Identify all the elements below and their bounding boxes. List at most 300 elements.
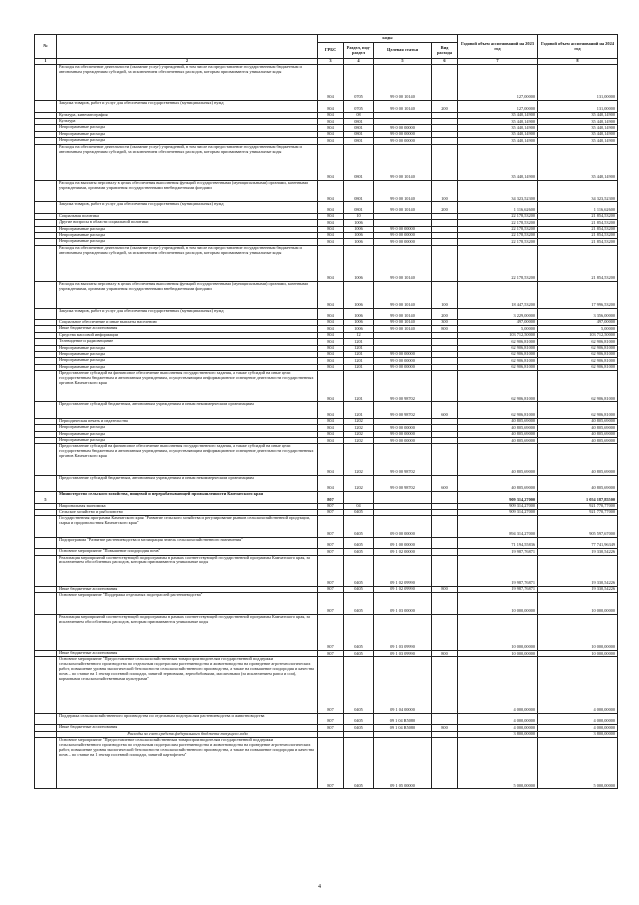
amount-2024-cell: 4 000,00000 xyxy=(538,713,618,724)
target-code-cell: 99 0 00 10140 xyxy=(374,308,432,319)
row-number-cell xyxy=(35,282,57,308)
target-code-cell: 09 1 04 R5080 xyxy=(374,725,432,731)
target-code-cell: 09 1 04 00000 xyxy=(374,657,432,713)
table-row xyxy=(35,492,618,503)
item-name-cell: Непрограммные расходы xyxy=(57,425,318,431)
grbs-code-cell: 804 xyxy=(318,125,344,131)
amount-2023-cell: 35 440,14900 xyxy=(458,125,538,131)
section-code-cell: 0801 xyxy=(344,202,374,213)
section-code-cell: 1201 xyxy=(344,364,374,370)
grbs-code-cell: 804 xyxy=(318,112,344,118)
row-number-cell xyxy=(35,308,57,319)
target-code-cell: 99 0 00 10140 xyxy=(374,326,432,332)
expense-type-cell: 100 xyxy=(432,282,458,308)
header-num: 4 xyxy=(344,59,374,65)
table-row xyxy=(35,614,618,650)
row-number-cell xyxy=(35,64,57,100)
grbs-code-cell: 807 xyxy=(318,713,344,724)
grbs-code-cell: 804 xyxy=(318,438,344,444)
expense-type-cell xyxy=(432,593,458,614)
section-code-cell: 1201 xyxy=(344,345,374,351)
amount-2023-cell: 35 440,14900 xyxy=(458,119,538,125)
grbs-code-cell: 804 xyxy=(318,232,344,238)
grbs-code-cell: 807 xyxy=(318,503,344,509)
target-code-cell: 09 0 00 00000 xyxy=(374,516,432,537)
amount-2023-cell: 62 906,81000 xyxy=(458,364,538,370)
item-name-cell: Расходы на обеспечение деятельности (оказание услуг) учреждений, в том числе на предоставление государственным бюджетным и автономным учреждениям субсидий, за исключением обеспеченных расходов, которым присваиваются уникальные коды xyxy=(57,245,318,281)
amount-2023-cell: 35 440,14900 xyxy=(458,138,538,144)
section-code-cell: 1202 xyxy=(344,444,374,475)
grbs-code-cell: 804 xyxy=(318,131,344,137)
section-code-cell: 1201 xyxy=(344,351,374,357)
amount-2023-cell: 40 805,69000 xyxy=(458,475,538,491)
grbs-code-cell: 804 xyxy=(318,475,344,491)
target-code-cell: 99 0 00 98702 xyxy=(374,402,432,418)
target-code-cell: 99 0 00 10140 xyxy=(374,144,432,180)
table-row xyxy=(35,475,618,491)
item-name-cell: Непрограммные расходы xyxy=(57,239,318,245)
page-number: 4 xyxy=(318,884,321,890)
grbs-code-cell: 804 xyxy=(318,282,344,308)
amount-2023-cell: 3 800,00000 xyxy=(458,731,538,737)
grbs-code-cell: 807 xyxy=(318,657,344,713)
target-code-cell: 99 0 00 00000 xyxy=(374,358,432,364)
item-name-cell: Предоставление субсидий на финансовое обеспечение выполнения государственного задания, а также субсидий на иные цели государственным бюджетным и автономным учреждениям, осуществляющим информационное освещение деятельности государственных органов Камчатского края xyxy=(57,444,318,475)
target-code-cell: 09 1 05 00000 xyxy=(374,738,432,789)
amount-2024-cell: 905 597,67000 xyxy=(538,516,618,537)
header-exptype: Вид расхода xyxy=(432,43,458,59)
table-row xyxy=(35,181,618,202)
grbs-code-cell: 804 xyxy=(318,351,344,357)
section-code-cell: 0405 xyxy=(344,651,374,657)
item-name-cell: Социальная политика xyxy=(57,213,318,219)
header-num: 5 xyxy=(374,59,432,65)
grbs-code-cell: 804 xyxy=(318,138,344,144)
section-code-cell: 0801 xyxy=(344,138,374,144)
item-name-cell: Расходы за счет средств федерального бюджета текущего года xyxy=(57,731,318,737)
expense-type-cell xyxy=(432,371,458,402)
grbs-code-cell: 804 xyxy=(318,308,344,319)
item-name-cell: Основное мероприятие "Предоставление сельскохозяйственным товаропроизводителям государственной поддержки сельскохозяйственного производства по отдельным подотраслям растениеводства и животноводства на проведение агротехнологических работ, повышение уровня экологической безопасности сельскохозяйственного производства, а также на повышение плодородия и качества почв – по ставке на 1 гектар посевной площади, занятой картофелем" xyxy=(57,738,318,789)
expense-type-cell: 800 xyxy=(432,651,458,657)
table-row xyxy=(35,282,618,308)
expense-type-cell: 200 xyxy=(432,101,458,112)
target-code-cell: 99 0 00 10140 xyxy=(374,202,432,213)
header-num: 3 xyxy=(318,59,344,65)
item-name-cell: Иные бюджетные ассигнования xyxy=(57,725,318,731)
amount-2023-cell: 3 229,00000 xyxy=(458,308,538,319)
amount-2023-cell: 19 987,76871 xyxy=(458,549,538,555)
section-code-cell: 0405 xyxy=(344,509,374,515)
grbs-code-cell: 804 xyxy=(318,119,344,125)
amount-2023-cell: 4 000,00000 xyxy=(458,725,538,731)
amount-2024-cell: 103 712,50000 xyxy=(538,332,618,338)
amount-2023-cell: 5,00000 xyxy=(458,326,538,332)
grbs-code-cell: 804 xyxy=(318,431,344,437)
item-name-cell: Непрограммные расходы xyxy=(57,438,318,444)
row-number-cell xyxy=(35,593,57,614)
header-num: 7 xyxy=(458,59,538,65)
target-code-cell: 99 0 00 10140 xyxy=(374,64,432,100)
header-no: № xyxy=(35,35,57,59)
table-row xyxy=(35,144,618,180)
amount-2024-cell: 1 054 187,85500 xyxy=(538,492,618,503)
item-name-cell: Непрограммные расходы xyxy=(57,351,318,357)
grbs-code-cell: 804 xyxy=(318,425,344,431)
section-code-cell: 0705 xyxy=(344,101,374,112)
table-row xyxy=(35,402,618,418)
amount-2023-cell: 10 000,00000 xyxy=(458,651,538,657)
target-code-cell: 99 0 00 10140 xyxy=(374,319,432,325)
amount-2024-cell: 21 854,53200 xyxy=(538,245,618,281)
target-code-cell: 99 0 00 98702 xyxy=(374,475,432,491)
amount-2024-cell: 4 000,00000 xyxy=(538,725,618,731)
grbs-code-cell: 804 xyxy=(318,64,344,100)
header-num: 2 xyxy=(57,59,318,65)
section-code-cell: 1202 xyxy=(344,425,374,431)
amount-2024-cell: 921 770,77000 xyxy=(538,503,618,509)
section-code-cell: 1201 xyxy=(344,402,374,418)
section-code-cell: 0705 xyxy=(344,64,374,100)
target-code-cell xyxy=(374,492,432,503)
header-2024: Годовой объем ассигнований на 2024 год xyxy=(538,35,618,59)
target-code-cell: 99 0 00 00000 xyxy=(374,131,432,137)
section-code-cell: 1006 xyxy=(344,319,374,325)
grbs-code-cell: 807 xyxy=(318,586,344,592)
target-code-cell: 99 0 00 10140 xyxy=(374,282,432,308)
target-code-cell: 99 0 00 00000 xyxy=(374,125,432,131)
amount-2024-cell: 21 854,53200 xyxy=(538,239,618,245)
expense-type-cell: 800 xyxy=(432,326,458,332)
grbs-code-cell: 804 xyxy=(318,144,344,180)
item-name-cell: Непрограммные расходы xyxy=(57,358,318,364)
amount-2023-cell: 10 000,00000 xyxy=(458,593,538,614)
row-number-cell xyxy=(35,537,57,548)
section-code-cell: 0801 xyxy=(344,144,374,180)
row-number-cell xyxy=(35,245,57,281)
amount-2023-cell: 894 314,27000 xyxy=(458,516,538,537)
target-code-cell: 99 0 00 00000 xyxy=(374,364,432,370)
expense-type-cell: 600 xyxy=(432,402,458,418)
table-row xyxy=(35,371,618,402)
row-number-cell xyxy=(35,144,57,180)
header-codes: коды xyxy=(318,35,458,43)
section-code-cell: 1202 xyxy=(344,475,374,491)
expense-type-cell xyxy=(432,444,458,475)
row-number-cell xyxy=(35,555,57,586)
row-number-cell xyxy=(35,614,57,650)
amount-2024-cell: 21 854,53200 xyxy=(538,213,618,219)
amount-2023-cell: 35 440,14900 xyxy=(458,131,538,137)
item-name-cell: Культура xyxy=(57,119,318,125)
amount-2023-cell: 10 000,00000 xyxy=(458,614,538,650)
expense-type-cell xyxy=(432,492,458,503)
target-code-cell: 09 1 03 09990 xyxy=(374,614,432,650)
amount-2024-cell: 62 906,81000 xyxy=(538,345,618,351)
target-code-cell: 99 0 00 10140 xyxy=(374,181,432,202)
amount-2023-cell: 40 805,69000 xyxy=(458,418,538,424)
section-code-cell xyxy=(344,492,374,503)
grbs-code-cell: 807 xyxy=(318,537,344,548)
section-code-cell: 0405 xyxy=(344,537,374,548)
item-name-cell: Расходы на обеспечение деятельности (оказание услуг) учреждений, в том числе на предоставление государственным бюджетным и автономным учреждениям субсидий, за исключением обеспеченных расходов, которым присваиваются уникальные коды xyxy=(57,144,318,180)
amount-2023-cell: 35 440,14900 xyxy=(458,144,538,180)
item-name-cell: Сельское хозяйство и рыболовство xyxy=(57,509,318,515)
amount-2024-cell: 62 906,81000 xyxy=(538,339,618,345)
target-code-cell: 99 0 00 10140 xyxy=(374,245,432,281)
amount-2023-cell: 1 116,62600 xyxy=(458,202,538,213)
section-code-cell: 0405 xyxy=(344,586,374,592)
header-num: 8 xyxy=(538,59,618,65)
table-body xyxy=(35,64,618,789)
item-name-cell: Непрограммные расходы xyxy=(57,125,318,131)
target-code-cell: 99 0 00 00000 xyxy=(374,239,432,245)
row-number-cell xyxy=(35,402,57,418)
amount-2023-cell: 62 906,81000 xyxy=(458,358,538,364)
section-code-cell: 1006 xyxy=(344,239,374,245)
row-number-cell xyxy=(35,475,57,491)
target-code-cell: 99 0 00 00000 xyxy=(374,232,432,238)
amount-2023-cell: 127,00000 xyxy=(458,101,538,112)
amount-2023-cell: 18 447,53200 xyxy=(458,282,538,308)
amount-2023-cell: 19 987,76871 xyxy=(458,586,538,592)
amount-2024-cell: 4 000,00000 xyxy=(538,657,618,713)
section-code-cell: 0801 xyxy=(344,181,374,202)
amount-2024-cell: 40 805,69000 xyxy=(538,444,618,475)
amount-2024-cell: 62 906,81000 xyxy=(538,371,618,402)
grbs-code-cell: 804 xyxy=(318,181,344,202)
table-row xyxy=(35,308,618,319)
row-number-cell: 5 xyxy=(35,492,57,503)
row-number-cell xyxy=(35,516,57,537)
target-code-cell: 99 0 00 10140 xyxy=(374,101,432,112)
amount-2023-cell: 22 178,53200 xyxy=(458,220,538,226)
item-name-cell: Государственная программа Камчатского края "Развитие сельского хозяйства и регулирование рынков сельскохозяйственной продукции, сырья и продовольствия Камчатского края" xyxy=(57,516,318,537)
table-row xyxy=(35,555,618,586)
amount-2024-cell: 35 440,14900 xyxy=(538,138,618,144)
table-row xyxy=(35,713,618,724)
amount-2024-cell: 21 854,53200 xyxy=(538,220,618,226)
grbs-code-cell: 804 xyxy=(318,418,344,424)
amount-2024-cell: 77 741,96349 xyxy=(538,537,618,548)
section-code-cell: 04 xyxy=(344,503,374,509)
row-number-cell xyxy=(35,101,57,112)
section-code-cell: 1006 xyxy=(344,326,374,332)
amount-2023-cell: 35 440,14900 xyxy=(458,112,538,118)
section-code-cell: 1006 xyxy=(344,308,374,319)
grbs-code-cell: 804 xyxy=(318,332,344,338)
amount-2023-cell: 62 906,81000 xyxy=(458,345,538,351)
grbs-code-cell: 804 xyxy=(318,358,344,364)
item-name-cell: Непрограммные расходы xyxy=(57,364,318,370)
amount-2023-cell: 497,00000 xyxy=(458,319,538,325)
item-name-cell: Реализация мероприятий соответствующей подпрограммы в рамках соответствующей государственной программы Камчатского края, за исключением обособленных расходов, которым присваиваются уникальные коды xyxy=(57,555,318,586)
amount-2023-cell: 22 178,53200 xyxy=(458,232,538,238)
item-name-cell: Иные бюджетные ассигнования xyxy=(57,326,318,332)
section-code-cell: 1201 xyxy=(344,371,374,402)
section-code-cell: 0405 xyxy=(344,713,374,724)
grbs-code-cell: 804 xyxy=(318,371,344,402)
section-code-cell: 0405 xyxy=(344,593,374,614)
section-code-cell: 0405 xyxy=(344,614,374,650)
target-code-cell: 99 0 00 98702 xyxy=(374,371,432,402)
table-row xyxy=(35,657,618,713)
amount-2023-cell: 62 906,81000 xyxy=(458,402,538,418)
grbs-code-cell: 804 xyxy=(318,319,344,325)
item-name-cell: Средства массовой информации xyxy=(57,332,318,338)
row-number-cell xyxy=(35,713,57,724)
grbs-code-cell: 807 xyxy=(318,549,344,555)
amount-2024-cell: 131,00000 xyxy=(538,101,618,112)
item-name-cell: Подпрограмма "Развитие растениеводства и мелиорация земель сельскохозяйственного назначения" xyxy=(57,537,318,548)
section-code-cell: 1202 xyxy=(344,438,374,444)
amount-2023-cell: 40 805,69000 xyxy=(458,438,538,444)
table-row xyxy=(35,101,618,112)
item-name-cell: Телевидение и радиовещание xyxy=(57,339,318,345)
item-name-cell: Предоставление субсидий бюджетным, автономным учреждениям и иным некоммерческим организациям xyxy=(57,402,318,418)
amount-2023-cell: 34 323,52300 xyxy=(458,181,538,202)
expense-type-cell: 300 xyxy=(432,319,458,325)
amount-2024-cell: 497,00000 xyxy=(538,319,618,325)
item-name-cell: Предоставление субсидий на финансовое обеспечение выполнения государственного задания, а также субсидий на иные цели государственным бюджетным и автономным учреждениям, осуществляющим информационное освещение деятельности государственных органов Камчатского края xyxy=(57,371,318,402)
expense-type-cell: 800 xyxy=(432,725,458,731)
grbs-code-cell: 807 xyxy=(318,593,344,614)
item-name-cell: Закупка товаров, работ и услуг для обеспечения государственных (муниципальных) нужд xyxy=(57,101,318,112)
amount-2024-cell: 21 854,53200 xyxy=(538,226,618,232)
section-code-cell: 1006 xyxy=(344,282,374,308)
expense-type-cell xyxy=(432,555,458,586)
expense-type-cell xyxy=(432,144,458,180)
header-2023: Годовой объем ассигнований на 2023 год xyxy=(458,35,538,59)
grbs-code-cell: 804 xyxy=(318,239,344,245)
item-name-cell: Периодическая печать и издательства xyxy=(57,418,318,424)
section-code-cell: 0405 xyxy=(344,549,374,555)
section-code-cell: 1006 xyxy=(344,245,374,281)
amount-2023-cell: 40 805,69000 xyxy=(458,425,538,431)
amount-2024-cell: 62 906,81000 xyxy=(538,351,618,357)
header-name xyxy=(57,35,318,59)
expense-type-cell xyxy=(432,516,458,537)
section-code-cell: 1202 xyxy=(344,418,374,424)
amount-2024-cell: 17 996,53200 xyxy=(538,282,618,308)
grbs-code-cell: 807 xyxy=(318,555,344,586)
amount-2024-cell: 40 805,69000 xyxy=(538,438,618,444)
item-name-cell: Другие вопросы в области социальной политики xyxy=(57,220,318,226)
section-code-cell: 1006 xyxy=(344,220,374,226)
item-name-cell: Непрограммные расходы xyxy=(57,226,318,232)
target-code-cell: 99 0 00 00000 xyxy=(374,138,432,144)
amount-2024-cell: 40 805,69000 xyxy=(538,431,618,437)
row-number-cell xyxy=(35,444,57,475)
target-code-cell: 09 1 03 00000 xyxy=(374,593,432,614)
amount-2024-cell: 40 805,69000 xyxy=(538,475,618,491)
amount-2024-cell: 62 906,81000 xyxy=(538,364,618,370)
amount-2024-cell: 3 800,00000 xyxy=(538,731,618,737)
target-code-cell: 09 1 02 09990 xyxy=(374,555,432,586)
item-name-cell: Иные бюджетные ассигнования xyxy=(57,586,318,592)
amount-2024-cell: 35 440,14900 xyxy=(538,112,618,118)
expense-type-cell xyxy=(432,245,458,281)
target-code-cell: 99 0 00 00000 xyxy=(374,438,432,444)
table-row xyxy=(35,738,618,789)
grbs-code-cell: 804 xyxy=(318,213,344,219)
grbs-code-cell: 804 xyxy=(318,444,344,475)
section-code-cell: 12 xyxy=(344,332,374,338)
item-name-cell: Непрограммные расходы xyxy=(57,431,318,437)
target-code-cell: 09 1 02 00000 xyxy=(374,549,432,555)
section-code-cell: 0405 xyxy=(344,725,374,731)
row-number-cell xyxy=(35,202,57,213)
grbs-code-cell: 804 xyxy=(318,364,344,370)
item-name-cell: Иные бюджетные ассигнования xyxy=(57,651,318,657)
amount-2024-cell: 35 440,14900 xyxy=(538,144,618,180)
row-number-cell xyxy=(35,657,57,713)
amount-2023-cell: 19 987,76871 xyxy=(458,555,538,586)
target-code-cell: 99 0 00 00000 xyxy=(374,431,432,437)
amount-2023-cell: 909 314,27000 xyxy=(458,509,538,515)
grbs-code-cell: 804 xyxy=(318,345,344,351)
amount-2024-cell: 40 805,69000 xyxy=(538,418,618,424)
amount-2023-cell: 4 000,00000 xyxy=(458,657,538,713)
section-code-cell: 0405 xyxy=(344,657,374,713)
amount-2023-cell: 4 000,00000 xyxy=(458,713,538,724)
grbs-code-cell: 807 xyxy=(318,651,344,657)
target-code-cell: 99 0 00 00000 xyxy=(374,351,432,357)
table-row xyxy=(35,537,618,548)
amount-2023-cell: 22 178,53200 xyxy=(458,245,538,281)
amount-2023-cell: 909 314,27000 xyxy=(458,503,538,509)
section-code-cell: 0405 xyxy=(344,516,374,537)
item-name-cell: Культура, кинематография xyxy=(57,112,318,118)
table-row xyxy=(35,516,618,537)
section-code-cell: 0801 xyxy=(344,119,374,125)
section-code-cell: 10 xyxy=(344,213,374,219)
table-row xyxy=(35,202,618,213)
budget-table xyxy=(34,34,618,789)
grbs-code-cell: 804 xyxy=(318,339,344,345)
amount-2023-cell: 62 906,81000 xyxy=(458,339,538,345)
amount-2023-cell: 22 178,53200 xyxy=(458,239,538,245)
amount-2023-cell: 22 178,53200 xyxy=(458,226,538,232)
expense-type-cell xyxy=(432,537,458,548)
table-row xyxy=(35,245,618,281)
amount-2023-cell: 127,00000 xyxy=(458,64,538,100)
amount-2024-cell: 19 330,54226 xyxy=(538,586,618,592)
section-code-cell: 1006 xyxy=(344,226,374,232)
amount-2024-cell: 19 330,54226 xyxy=(538,555,618,586)
item-name-cell: Непрограммные расходы xyxy=(57,345,318,351)
section-code-cell: 1006 xyxy=(344,232,374,238)
amount-2024-cell: 62 906,81000 xyxy=(538,358,618,364)
header-grbs: ГРБС xyxy=(318,43,344,59)
item-name-cell: Поддержка сельскохозяйственного производства по отдельным подотраслям растениеводства и животноводства xyxy=(57,713,318,724)
grbs-code-cell: 807 xyxy=(318,509,344,515)
header-target: Целевая статья xyxy=(374,43,432,59)
amount-2024-cell: 1 116,62600 xyxy=(538,202,618,213)
row-number-cell xyxy=(35,371,57,402)
section-code-cell: 0405 xyxy=(344,738,374,789)
amount-2024-cell: 35 440,14900 xyxy=(538,119,618,125)
target-code-cell: 99 0 00 00000 xyxy=(374,425,432,431)
expense-type-cell xyxy=(432,657,458,713)
target-code-cell: 09 1 02 09990 xyxy=(374,586,432,592)
target-code-cell: 99 0 00 98702 xyxy=(374,444,432,475)
amount-2023-cell: 103 712,50000 xyxy=(458,332,538,338)
grbs-code-cell: 804 xyxy=(318,202,344,213)
expense-type-cell: 800 xyxy=(432,586,458,592)
expense-type-cell xyxy=(432,64,458,100)
expense-type-cell: 100 xyxy=(432,181,458,202)
